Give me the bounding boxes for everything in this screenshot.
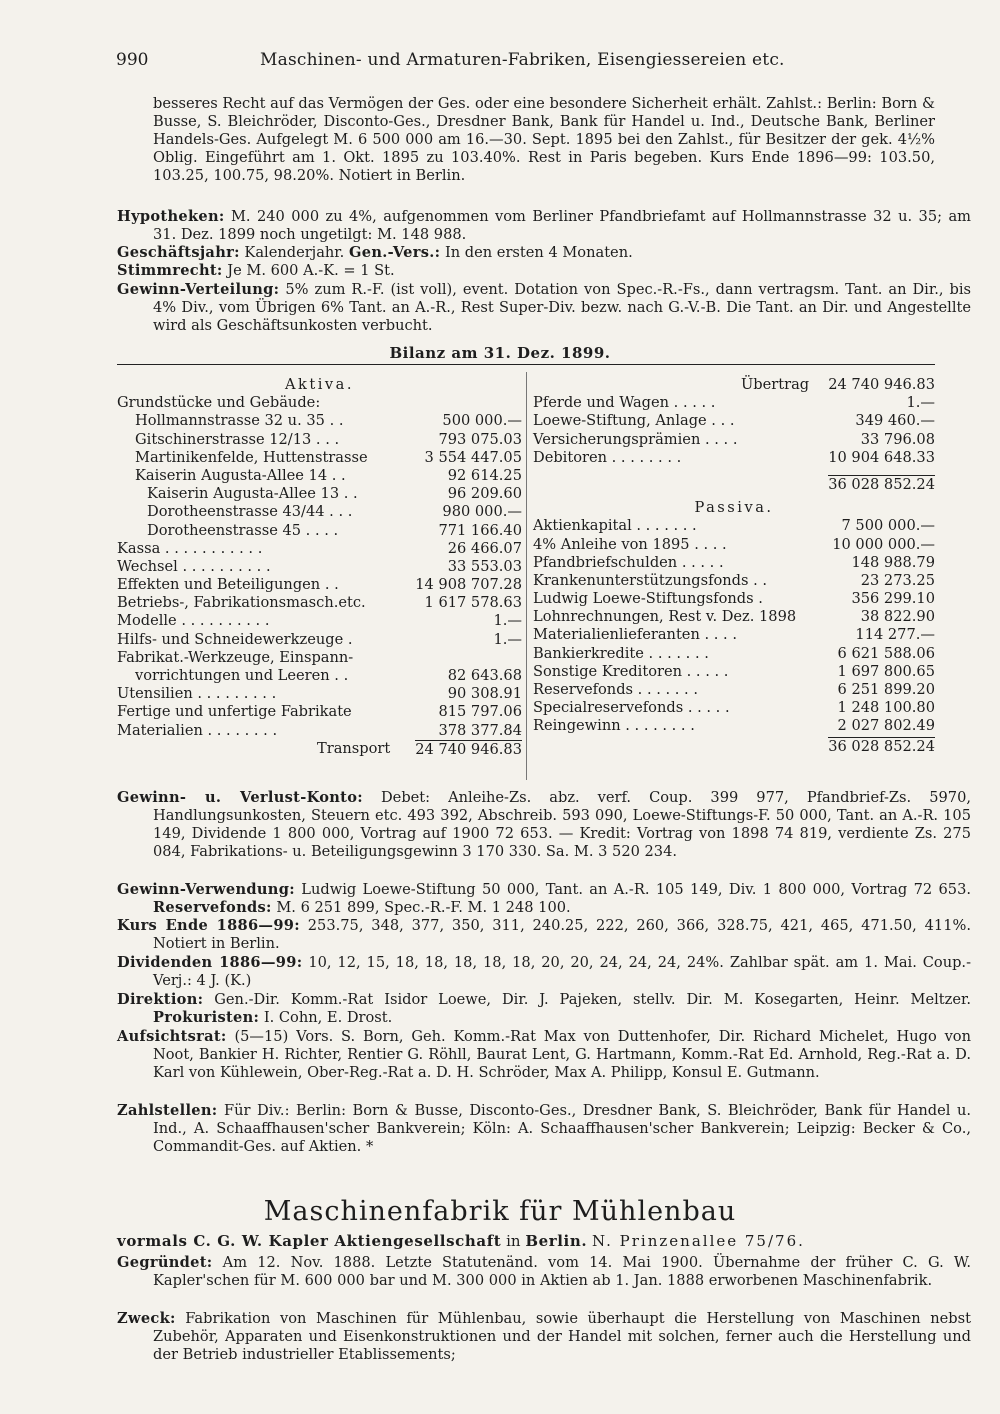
section-gewinn-verlust-konto [117,789,971,861]
balance-row [533,394,935,412]
balance-row-label: Gitschinerstrasse 12/13 . . . [135,430,340,448]
balance-row [117,412,522,430]
company-subtitle [117,1232,935,1250]
balance-row-value: 815 797.06 [438,703,522,721]
uebertrag-value: 24 740 946.83 [828,376,935,393]
balance-row [117,467,522,485]
section-gewinn-verwendung [117,881,971,917]
bilanz-top-rule [117,364,935,365]
balance-row-value: 500 000.— [442,412,522,430]
section-label: Stimmrecht: [117,262,223,279]
balance-row [533,554,935,572]
balance-row [533,572,935,590]
balance-row-label: Pferde und Wagen . . . . . [533,394,716,412]
balance-row [117,703,522,721]
aktiva-header: Aktiva. [285,376,354,393]
aktiva-column [117,376,522,758]
balance-row-value: 1 248 100.80 [837,699,935,717]
balance-row [117,485,522,503]
section-label-2: Gen.-Vers.: [348,244,441,261]
balance-row [117,558,522,576]
balance-row-value: 6 251 899.20 [837,681,935,698]
balance-row [117,394,522,412]
section-text: 253.75, 348, 377, 350, 311, 240.25, 222, 260, 366, 328.75, 421, 465, 471.50, 411%. Notiert in Berlin. [153,917,971,952]
section-text: Kalenderjahr. [244,244,345,261]
balance-row [117,449,522,467]
section-label: Kurs Ende 1886—99: [117,917,300,934]
section-direktion [117,991,971,1027]
balance-row-label: Sonstige Kreditoren . . . . . [533,662,729,680]
section-text-2: In den ersten 4 Monaten. [444,244,633,261]
aktiva-rows [117,394,522,740]
balance-row-label: Betriebs-, Fabrikationsmasch.etc. [117,594,366,612]
balance-row-label: Ludwig Loewe-Stiftungsfonds . [533,590,763,608]
balance-row-value: 96 209.60 [447,485,522,503]
balance-row-label: Materialien . . . . . . . . [117,721,278,739]
section-gegruendet [117,1254,971,1290]
section-text: Ludwig Loewe-Stiftung 50 000, Tant. an A.-R. 105 149, Div. 1 800 000, Vortrag 72 653. [301,881,972,898]
passiva-total: 36 028 852.24 [828,737,935,755]
balance-row-label: Dorotheenstrasse 45 . . . . [147,521,339,539]
section-label: Gewinn-Verwendung: [117,881,295,898]
section-text: Gen.-Dir. Komm.-Rat Isidor Loewe, Dir. J. Pajeken, stellv. Dir. M. Kosegarten, Heinr. Meltzer. [214,991,972,1008]
balance-row [533,663,935,681]
balance-row-value: 33 796.08 [860,430,935,448]
balance-row-label: Reingewinn . . . . . . . . [533,717,695,735]
uebertrag-row [533,376,935,394]
balance-row-label: Dorotheenstrasse 43/44 . . . [147,503,353,521]
balance-row-value: 1.— [493,612,522,630]
balance-row-label: Martinikenfelde, Huttenstrasse [135,448,368,466]
balance-row [117,612,522,630]
balance-row [533,412,935,430]
aktiva-cont-rows [533,394,935,467]
balance-row-value: 10 000 000.— [832,535,935,553]
balance-row-value: 1 617 578.63 [424,594,522,612]
passiva-rows [533,517,935,735]
section-label: Gewinn-Verteilung: [117,281,280,298]
balance-row-label: Specialreservefonds . . . . . [533,699,730,717]
balance-row [533,517,935,535]
uebertrag-label: Übertrag [741,376,810,393]
balance-row-value: 90 308.91 [447,685,522,703]
section-label: Aufsichtsrat: [117,1028,227,1045]
balance-row [533,590,935,608]
section-label: Dividenden 1886—99: [117,954,303,971]
balance-row-value: 10 904 648.33 [828,448,935,466]
balance-row-label: Utensilien . . . . . . . . . [117,685,277,703]
company-address: N. Prinzenallee 75/76. [591,1232,805,1250]
balance-row [117,522,522,540]
balance-row [117,631,522,649]
balance-row-label: Hollmannstrasse 32 u. 35 . . [135,412,344,430]
balance-row-label: Kassa . . . . . . . . . . . [117,539,263,557]
balance-row [117,431,522,449]
section-geschaeftsjahr [117,244,971,262]
balance-row-value: 38 822.90 [860,608,935,626]
balance-row [117,722,522,740]
aktiva-total: 36 028 852.24 [828,475,935,493]
section-label: Direktion: [117,991,204,1008]
balance-row-value: 23 273.25 [860,571,935,589]
balance-row-value: 2 027 802.49 [837,717,935,735]
balance-row-value: 33 553.03 [447,557,522,575]
balance-row-label: Kaiserin Augusta-Allee 13 . . [147,485,358,503]
balance-row-label: Kaiserin Augusta-Allee 14 . . [135,466,346,484]
balance-row [117,594,522,612]
balance-row-label: Versicherungsprämien . . . . [533,430,738,448]
balance-row-value: 793 075.03 [438,430,522,448]
section-text: Am 12. Nov. 1888. Letzte Statutenänd. vom 14. Mai 1900. Übernahme der früher C. G. W. Kapler'schen für M. 600 000 bar und M. 300 000 in Aktien ab 1. Jan. 1888 erworbenen Maschinenfabrik. [153,1254,971,1289]
section-text: (5—15) Vors. S. Born, Geh. Komm.-Rat Max von Duttenhofer, Dir. Richard Michelet, Hugo von Noot, Bankier H. Richter, Rentier G. Röhll, Baurat Lent, G. Hartmann, Komm.-Rat Ed. Arnhold, Reg.-Rat a. D. Karl von Kühlewein, Ober-Reg.-Rat a. D. H. Schröder, Max A. Philipp, Konsul E. Gutmann. [153,1028,971,1081]
section-label: Zweck: [117,1310,176,1327]
balance-row-label: Krankenunterstützungsfonds . . [533,571,768,589]
balance-row [533,536,935,554]
balance-row [533,699,935,717]
aktiva-total-row [533,475,935,493]
section-text: 5% zum R.-F. (ist voll), event. Dotation von Spec.-R.-Fs., dann vertragsm. Tant. an Dir., bis 4% Div., vom Übrigen 6% Tant. an A.-R., Rest Super-Div. bezw. nach G.-V.-B. Die Tant. an Dir. und Angestellte wird als Geschäftsunkosten verbucht. [153,281,971,334]
transport-label: Transport [317,739,391,757]
balance-row-label: Reservefonds . . . . . . . [533,681,698,698]
balance-row-value: 82 643.68 [447,667,522,684]
balance-row-label: vorrichtungen und Leeren . . [135,667,349,684]
section-text: Debet: Anleihe-Zs. abz. verf. Coup. 399 977, Pfandbrief-Zs. 5970, Handlungsunkosten, Steuern etc. 493 392, Abschreib. 593 090, Loewe-Stiftungs-F. 50 000, Tant. an A.-R. 105 149, Dividende 1 800 000, Vortrag auf 1900 72 653. — Kredit: Vortrag von 1898 74 819, verdiente Zs. 275 084, Fabrikations- u. Beteiligungsgewinn 3 170 330. Sa. M. 3 520 234. [153,789,971,860]
section-gewinn-verteilung [117,281,971,335]
section-label-2: Prokuristen: [153,1009,260,1026]
balance-row-value: 980 000.— [442,503,522,521]
balance-row [117,685,522,703]
bilanz-title: Bilanz am 31. Dez. 1899. [389,344,611,362]
aktiva-passiva-column [533,376,935,755]
balance-row-label: Fertige und unfertige Fabrikate [117,703,352,721]
section-text-2: M. 6 251 899, Spec.-R.-F. M. 1 248 100. [276,899,571,916]
section-dividenden [117,954,971,990]
balance-row [533,608,935,626]
balance-row-value: 6 621 588.06 [837,644,935,662]
section-aufsichtsrat [117,1028,971,1082]
balance-row-label: Grundstücke und Gebäude: [117,394,321,412]
balance-row-label: Effekten und Beteiligungen . . [117,576,339,594]
balance-row-value: 378 377.84 [438,721,522,739]
balance-row [117,667,522,685]
section-zweck [117,1310,971,1364]
balance-row-value: 14 908 707.28 [415,576,522,594]
company-title: Maschinenfabrik für Mühlenbau [263,1196,737,1227]
balance-row-label: Loewe-Stiftung, Anlage . . . [533,412,735,430]
section-label: Geschäftsjahr: [117,244,240,261]
section-text: M. 240 000 zu 4%, aufgenommen vom Berliner Pfandbriefamt auf Hollmannstrasse 32 u. 35; am 31. Dez. 1899 noch ungetilgt: M. 148 988. [153,208,971,243]
section-text: 10, 12, 15, 18, 18, 18, 18, 18, 20, 20, 24, 24, 24, 24%. Zahlbar spät. am 1. Mai. Coup.-Verj.: 4 J. (K.) [153,954,971,989]
section-label: Gegründet: [117,1254,213,1271]
section-kurs [117,917,971,953]
section-text: Fabrikation von Maschinen für Mühlenbau, sowie überhaupt die Herstellung von Maschinen nebst Zubehör, Apparaten und Eisenkonstruktionen und der Handel mit solchen, ferner auch die Herstellung und der Betrieb industrieller Etablissements; [153,1310,972,1363]
passiva-header: Passiva. [694,499,774,517]
balance-row-value: 1.— [493,630,522,648]
balance-row [117,576,522,594]
section-label: Gewinn- u. Verlust-Konto: [117,789,363,806]
transport-row [117,740,522,758]
bilanz-column-separator [526,372,527,780]
balance-row-value: 26 466.07 [447,539,522,557]
balance-row-value: 771 166.40 [438,521,522,539]
section-label: Zahlstellen: [117,1102,218,1119]
company-former-name: vormals C. G. W. Kapler Aktiengesellschaft [117,1232,502,1250]
balance-row-value: 1 697 800.65 [837,662,935,680]
balance-row-value: 1.— [906,394,935,412]
balance-row-value: 3 554 447.05 [424,448,522,466]
balance-row-label: Wechsel . . . . . . . . . . [117,557,271,575]
balance-row-value: 148 988.79 [851,553,935,571]
balance-row [117,540,522,558]
running-title: Maschinen- und Armaturen-Fabriken, Eisengiessereien etc. [260,50,785,70]
company-city: Berlin. [525,1232,588,1250]
balance-row [533,626,935,644]
balance-row-label: Fabrikat.-Werkzeuge, Einspann- [117,648,354,666]
balance-row-value: 92 614.25 [447,466,522,484]
section-text: Je M. 600 A.-K. = 1 St. [227,262,395,279]
transport-value: 24 740 946.83 [415,740,522,758]
balance-row-label: Bankierkredite . . . . . . . [533,644,709,662]
balance-row-label: 4% Anleihe von 1895 . . . . [533,535,727,553]
passiva-total-row [533,737,935,755]
balance-row-value: 349 460.— [855,412,935,430]
balance-row [533,645,935,663]
balance-row-value: 114 277.— [855,626,935,644]
balance-row-label: Debitoren . . . . . . . . [533,448,682,466]
balance-row-value: 356 299.10 [851,590,935,608]
balance-row-label: Modelle . . . . . . . . . . [117,612,270,630]
balance-row-label: Materialienlieferanten . . . . [533,626,737,644]
section-stimmrecht [117,262,971,280]
balance-row-value: 7 500 000.— [841,517,935,535]
balance-row [533,449,935,467]
balance-row-label: Aktienkapital . . . . . . . [533,517,697,535]
balance-row-label: Lohnrechnungen, Rest v. Dez. 1898 [533,608,797,626]
section-text: Für Div.: Berlin: Born & Busse, Disconto-Ges., Dresdner Bank, S. Bleichröder, Bank für Handel u. Ind., A. Schaaffhausen'scher Bankverein; Köln: A. Schaaffhausen'scher Bankverein; Leipzig: Becker & Co., Commandit-Ges. auf Aktien. * [153,1102,971,1155]
section-zahlstellen [117,1102,971,1156]
balance-row [533,717,935,735]
section-text-2: I. Cohn, E. Drost. [263,1009,393,1026]
page-number: 990 [116,50,149,70]
balance-row [533,681,935,699]
company-in: in [506,1232,521,1250]
balance-row-label: Hilfs- und Schneidewerkzeuge . [117,630,353,648]
section-label-2: Reservefonds: [153,899,272,916]
balance-row [533,431,935,449]
section-label: Hypotheken: [117,208,225,225]
balance-row [117,649,522,667]
balance-row [117,503,522,521]
section-hypotheken [117,208,971,244]
balance-row-label: Pfandbriefschulden . . . . . [533,553,724,571]
intro-paragraph: besseres Recht auf das Vermögen der Ges. oder eine besondere Sicherheit erhält. Zahlst.: Berlin: Born & Busse, S. Bleichröder, Disconto-Ges., Dresdner Bank, Bank für Handel u. Ind., Deutsche Bank, Berliner Handels-Ges. Aufgelegt M. 6 500 000 am 16.—30. Sept. 1895 bei den Zahlst., für Besitzer der gek. 4½% Oblig. Eingeführt am 1. Okt. 1895 zu 103.40%. Rest in Paris begeben. Kurs Ende 1896—99: 103.50, 103.25, 100.75, 98.20%. Notiert in Berlin. [153,95,935,184]
